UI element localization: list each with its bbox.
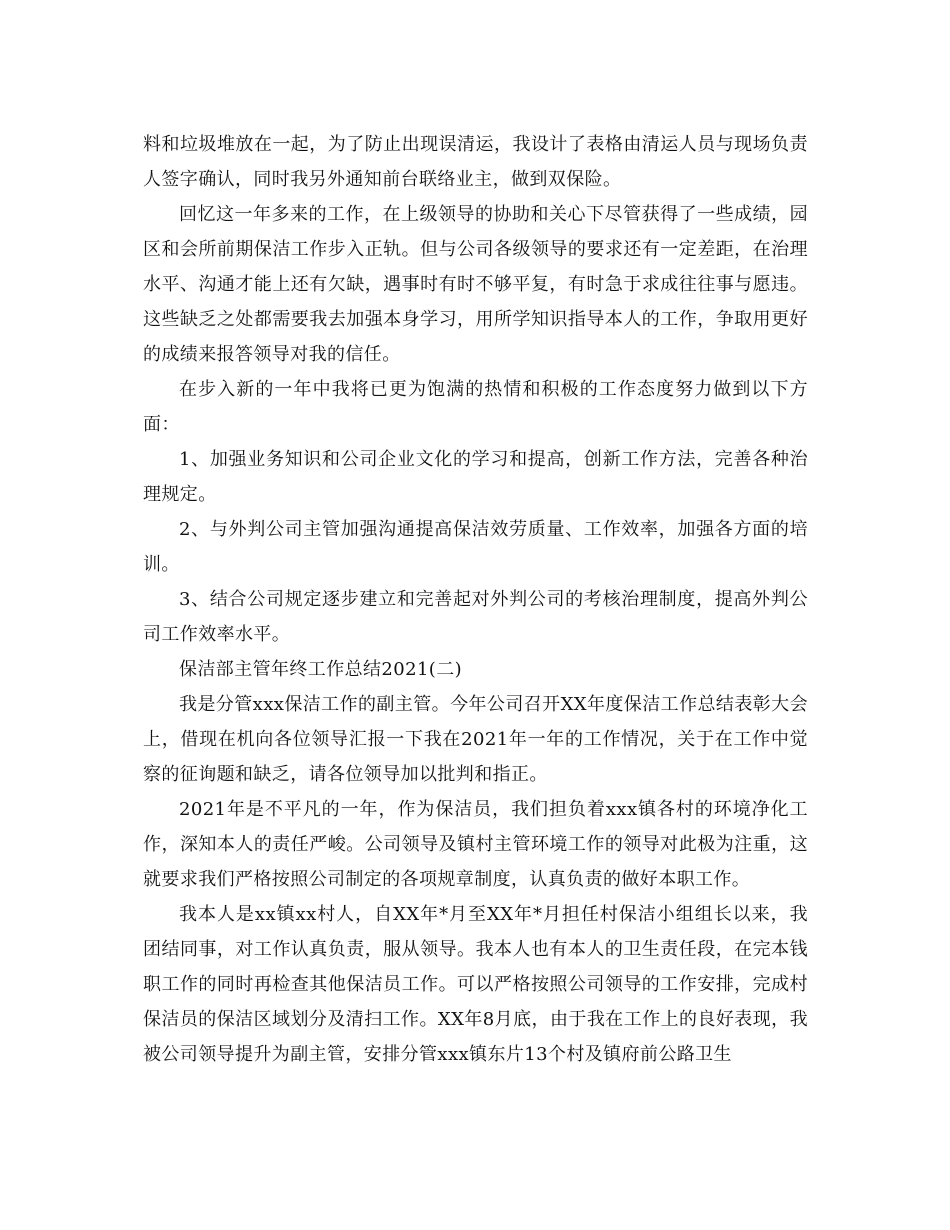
paragraph-3: 在步入新的一年中我将已更为饱满的热情和积极的工作态度努力做到以下方面： bbox=[143, 379, 808, 435]
list-item-2: 2、与外判公司主管加强沟通提高保洁效劳质量、工作效率，加强各方面的培训。 bbox=[143, 519, 808, 575]
list-item-3: 3、结合公司规定逐步建立和完善起对外判公司的考核治理制度，提高外判公司工作效率水平。 bbox=[143, 589, 808, 645]
paragraph-2: 回忆这一年多来的工作，在上级领导的协助和关心下尽管获得了一些成绩，园区和会所前期保洁工作步入正轨。但与公司各级领导的要求还有一定差距，在治理水平、沟通才能上还有欠缺，遇事时有时不够平复，有时急于求成往往事与愿违。这些缺乏之处都需要我去加强本身学习，用所学知识指导本人的工作，争取用更好的成绩来报答领导对我的信任。 bbox=[143, 204, 808, 365]
section-heading: 保洁部主管年终工作总结2021(二) bbox=[179, 659, 463, 680]
paragraph-4: 我是分管xxx保洁工作的副主管。今年公司召开XX年度保洁工作总结表彰大会上，借现在机向各位领导汇报一下我在2021年一年的工作情况，关于在工作中觉察的征询题和缺乏，请各位领导加以批判和指正。 bbox=[143, 694, 808, 785]
paragraph-1: 料和垃圾堆放在一起，为了防止出现误清运，我设计了表格由清运人员与现场负责人签字确认，同时我另外通知前台联络业主，做到双保险。 bbox=[143, 134, 808, 190]
document-body bbox=[143, 127, 808, 1072]
paragraph-5: 2021年是不平凡的一年，作为保洁员，我们担负着xxx镇各村的环境净化工作，深知本人的责任严峻。公司领导及镇村主管环境工作的领导对此极为注重，这就要求我们严格按照公司制定的各项规章制度，认真负责的做好本职工作。 bbox=[143, 799, 808, 890]
paragraph-6: 我本人是xx镇xx村人，自XX年*月至XX年*月担任村保洁小组组长以来，我团结同事，对工作认真负责，服从领导。我本人也有本人的卫生责任段，在完本钱职工作的同时再检查其他保洁员工作。可以严格按照公司领导的工作安排，完成村保洁员的保洁区域划分及清扫工作。XX年8月底，由于我在工作上的良好表现，我被公司领导提升为副主管，安排分管xxx镇东片13个村及镇府前公路卫生 bbox=[143, 904, 808, 1065]
list-item-1: 1、加强业务知识和公司企业文化的学习和提高，创新工作方法，完善各种治理规定。 bbox=[143, 449, 808, 505]
